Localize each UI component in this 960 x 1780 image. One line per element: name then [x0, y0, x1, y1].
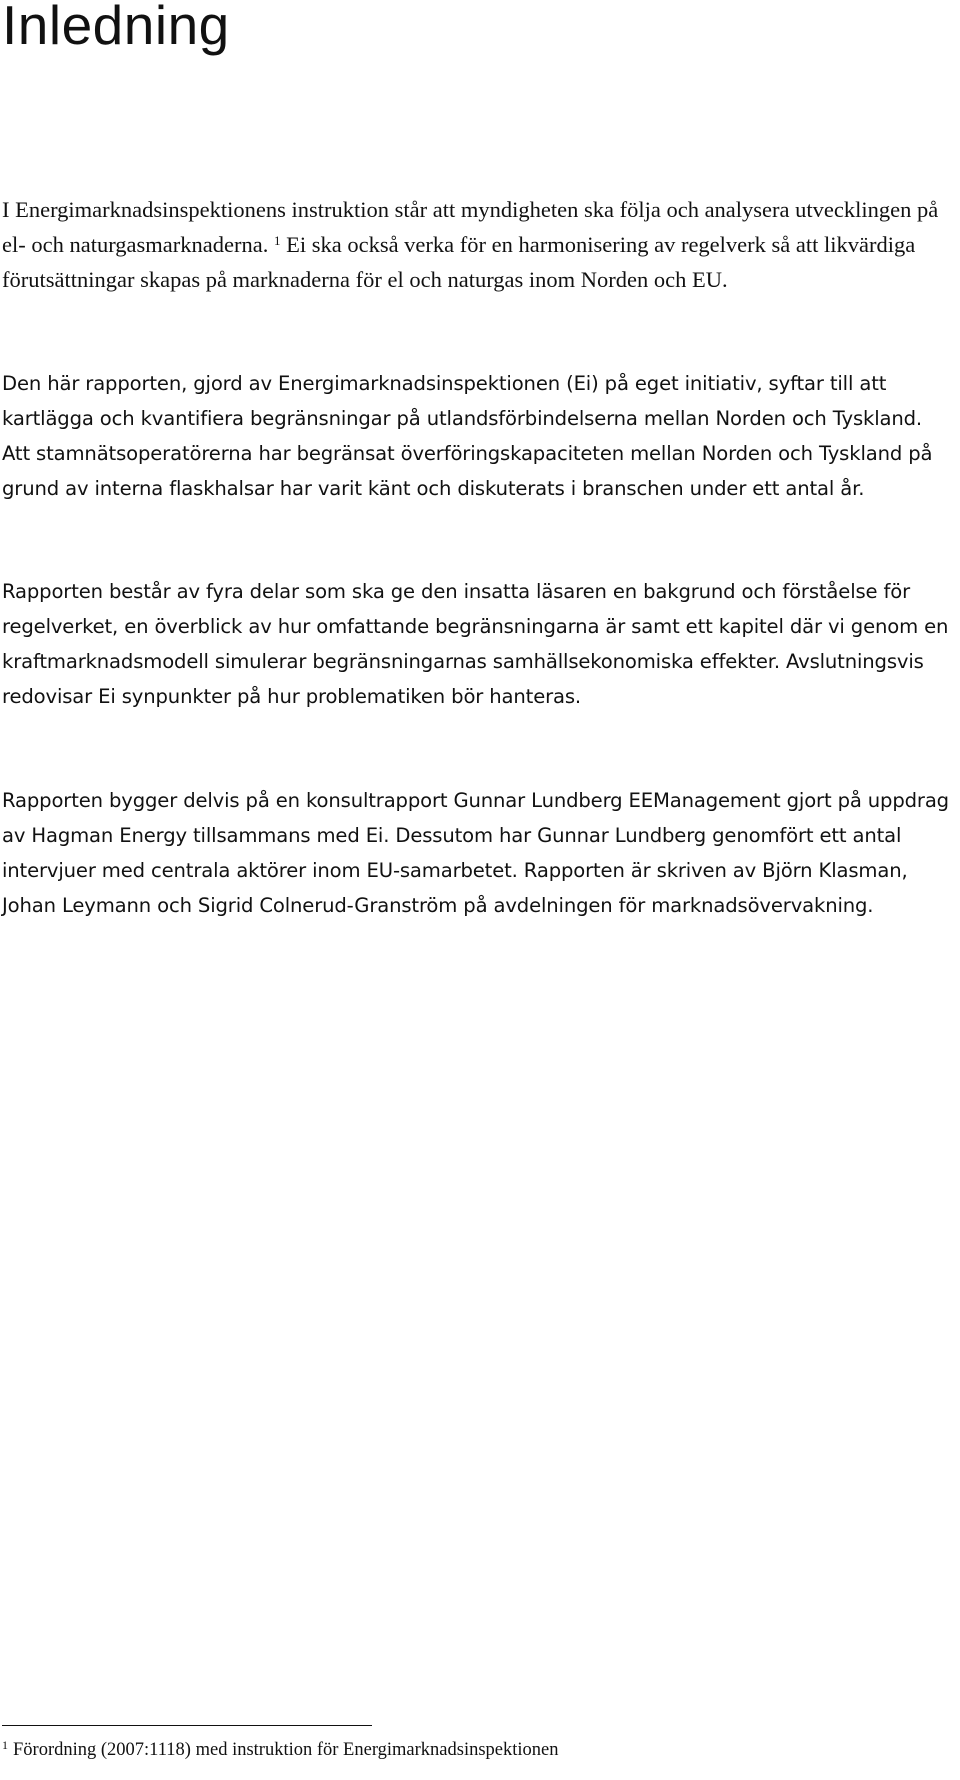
paragraph-report-purpose: Den här rapporten, gjord av Energimarknadsinspektionen (Ei) på eget initiativ, syftar till att kartlägga och kvantifiera begränsningar på utlandsförbindelserna mellan Norden och Tyskland. Att stamnätsoperatörerna har begränsat överföringskapaciteten mellan Norden och Tyskland på grund av interna flaskhalsar har varit känt och diskuterats i branschen under ett antal år.: [2, 372, 933, 500]
paragraph-report-structure: Rapporten består av fyra delar som ska ge den insatta läsaren en bakgrund och förståelse för regelverket, en överblick av hur omfattande begränsningarna är samt ett kapitel där vi genom en kraftmarknadsmodell simulerar begränsningarnas samhällsekonomiska effekter. Avslutningsvis redovisar Ei synpunkter på hur problematiken bör hanteras.: [2, 580, 949, 708]
footnote-divider: [2, 1725, 372, 1726]
footnote-text: Förordning (2007:1118) med instruktion för Energimarknadsinspektionen: [13, 1740, 559, 1760]
paragraph-report-authors: Rapporten bygger delvis på en konsultrapport Gunnar Lundberg EEManagement gjort på uppdrag av Hagman Energy tillsammans med Ei. Dessutom har Gunnar Lundberg genomfört ett antal intervjuer med centrala aktörer inom EU-samarbetet. Rapporten är skriven av Björn Klasman, Johan Leymann och Sigrid Colnerud-Granström på avdelningen för marknadsövervakning.: [2, 789, 949, 917]
footnote: [2, 1737, 559, 1763]
page-heading: Inledning: [2, 0, 230, 56]
paragraph-intro-text-1: I Energimarknadsinspektionens instruktion står att myndigheten ska följa och analysera utvecklingen på el- och naturgasmarknaderna.: [2, 197, 939, 257]
paragraph-intro-text-2: Ei ska också verka för en harmonisering av regelverk så att likvärdiga förutsättningar skapas på marknaderna för el och naturgas inom Norden och EU.: [2, 232, 916, 292]
footnote-mark: 1: [2, 1738, 8, 1752]
paragraph-intro: [2, 192, 952, 297]
footnote-reference[interactable]: 1: [273, 233, 281, 248]
